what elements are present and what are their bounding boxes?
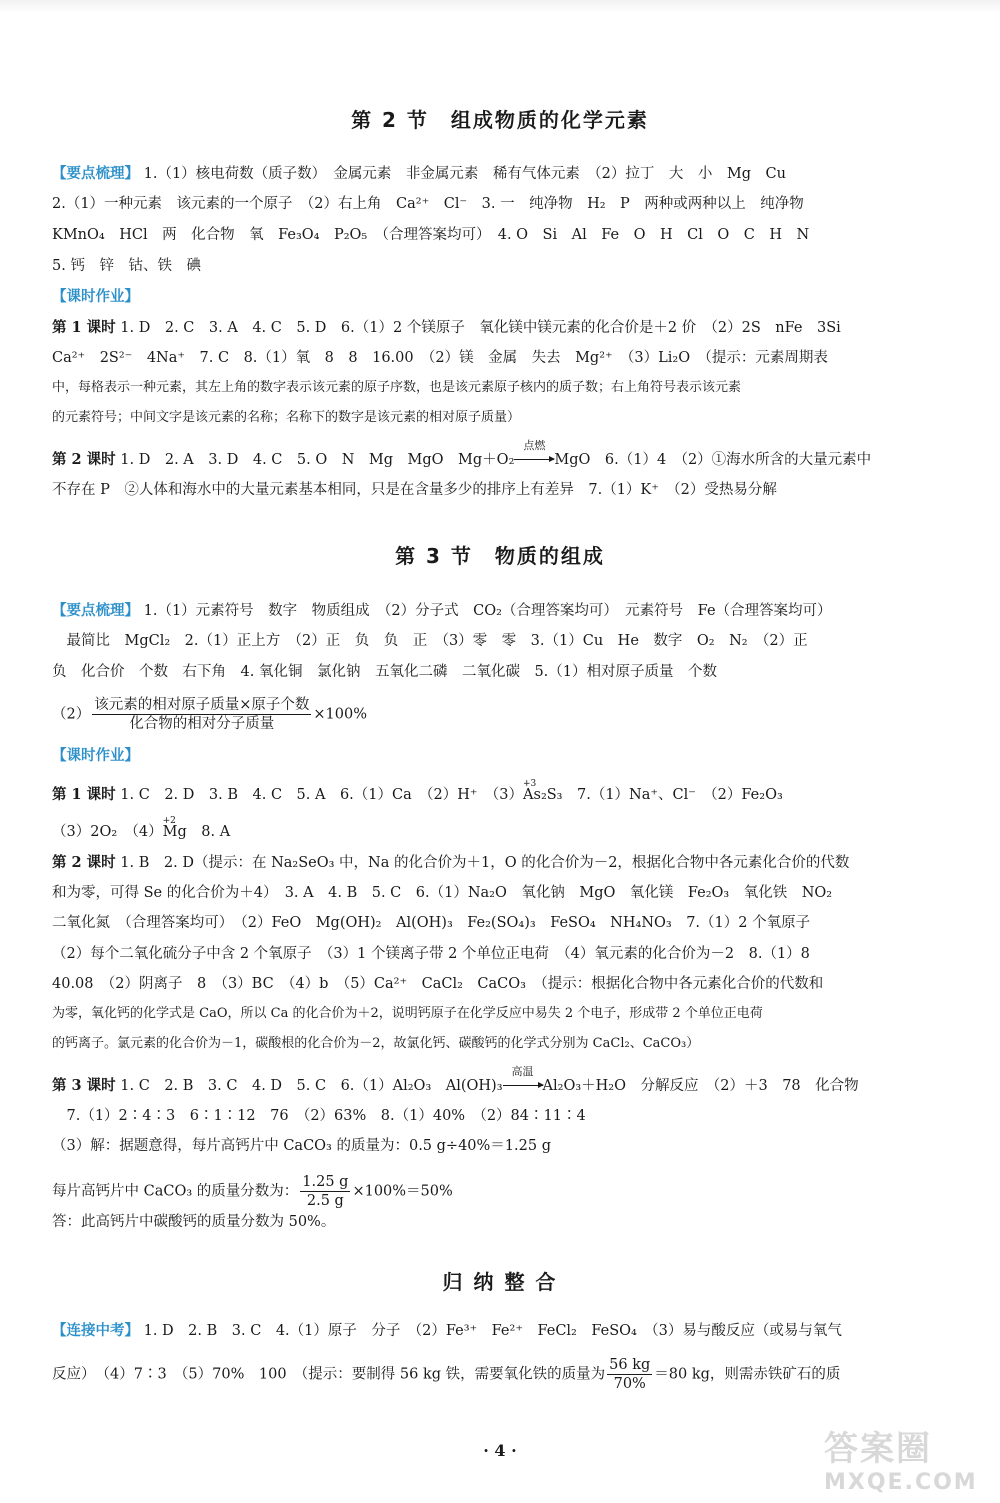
s2-yaodian-line-4: 5. 钙 锌 钴、铁 碘 [52, 258, 201, 274]
s2-k1-line-2: Ca²⁺ 2S²⁻ 4Na⁺ 7. C 8.（1）氧 8 8 16.00 （2）镁 金属 失去 Mg²⁺ （3）Li₂O （提示：元素周期表 [52, 350, 828, 366]
s3-k3-line-4: 每片高钙片中 CaCO₃ 的质量分数为： $\frac{1.25 g}{2.5 g}$ ×100%＝50% [52, 1174, 453, 1209]
s3-k2-line-1: 第 2 课时 1. B 2. D（提示：在 Na₂SeO₃ 中，Na 的化合价为＋1，O 的化合价为－2，根据化合物中各元素化合价的代数 [52, 854, 850, 871]
s3-k2-line-2: 和为零，可得 Se 的化合价为＋4） 3. A 4. B 5. C 6.（1）Na₂O 氧化钠 MgO 氧化镁 Fe₂O₃ 氧化铁 NO₂ [52, 885, 833, 901]
s3-k3-line-1: 第 3 课时 1. C 2. B 3. C 4. D 5. C 6.（1）Al₂O₃ Al(OH)₃ 高温 Al₂O₃＋H₂O 分解反应 （2）＋3 78 化合物 [52, 1065, 859, 1094]
label-lesson-3: 第 3 课时 [52, 1077, 116, 1094]
scan-top-edge [0, 0, 1000, 14]
s2-yaodian-line-2: 2.（1）一种元素 该元素的一个原子 （2）右上角 Ca²⁺ Cl⁻ 3. 一 纯净物 H₂ P 两种或两种以上 纯净物 [52, 196, 804, 212]
oxidation-state-as: +3 As [523, 779, 541, 803]
label-lesson-2b: 第 2 课时 [52, 854, 116, 871]
s3-yaodian-line-3: 负 化合价 个数 右下角 4. 氧化铜 氯化钠 五氧化二磷 二氧化碳 5.（1）相对原子质量 个数 [52, 664, 717, 680]
s4-lianjie-line-2: 反应） （4）7∶3 （5）70% 100 （提示：要制得 56 kg 铁，需要氧化铁的质量为 $\frac{56 kg}{70\%}$ ＝80 kg，则需赤铁矿石的质 [52, 1357, 841, 1392]
s2-k2-line-2: 不存在 P ②人体和海水中的大量元素基本相同，只是在含量多少的排序上有差异 7.（1）K⁺ （2）受热易分解 [52, 482, 777, 498]
s2-k1-line-1: 第 1 课时 1. D 2. C 3. A 4. C 5. D 6.（1）2 个镁原子 氧化镁中镁元素的化合价是＋2 价 （2）2S nFe 3Si [52, 319, 841, 336]
s3-k3-line-2: 7.（1）2∶4∶3 6∶1∶12 76 （2）63% 8.（1）40% （2）84∶11∶4 [52, 1108, 586, 1124]
reaction-arrow-high-temp: 高温 [503, 1076, 543, 1096]
tag-keshi: 【课时作业】 [52, 289, 139, 305]
s3-keshi-tag: 【课时作业】 [52, 748, 139, 764]
s2-yaodian-line-1: 【要点梳理】 1.（1）核电荷数（质子数） 金属元素 非金属元素 稀有气体元素 （2）拉丁 大 小 Mg Cu [52, 166, 786, 182]
section-2-title: 第 2 节 组成物质的化学元素 [351, 108, 649, 132]
s2-k1-line-3: 中，每格表示一种元素，其左上角的数字表示该元素的原子序数，也是该元素原子核内的质子数；右上角符号表示该元素 [52, 380, 742, 395]
s3-k1-line-2: （3）2O₂ （4） +2 Mg 8. A [52, 816, 231, 840]
s4-lianjie-line-1: 【连接中考】 1. D 2. B 3. C 4.（1）原子 分子 （2）Fe³⁺ Fe²⁺ FeCl₂ FeSO₄ （3）易与酸反应（或易与氧气 [52, 1323, 842, 1339]
s2-k1-line-4: 的元素符号；中间文字是该元素的名称；名称下的数字是该元素的相对原子质量） [52, 410, 521, 425]
iron-oxide-fraction: $\frac{56 kg}{70\%}$ [609, 1357, 651, 1392]
s3-yaodian-line-2: 最简比 MgCl₂ 2.（1）正上方 （2）正 负 负 正 （3）零 零 3.（1）Cu He 数字 O₂ N₂ （2）正 [52, 633, 808, 649]
s3-yaodian-line-1: 【要点梳理】 1.（1）元素符号 数字 物质组成 （2）分子式 CO₂（合理答案均可） 元素符号 Fe（合理答案均可） [52, 603, 832, 619]
s3-k3-line-5: 答：此高钙片中碳酸钙的质量分数为 50%。 [52, 1214, 336, 1230]
reaction-arrow-ignite: 点燃 [514, 450, 554, 470]
s3-k2-line-7: 的钙离子。氯元素的化合价为－1，碳酸根的化合价为－2，故氯化钙、碳酸钙的化学式分别为 CaCl₂、CaCO₃） [52, 1036, 700, 1051]
mass-fraction-formula: $\frac{\text{该元素的相对原子质量×原子个数}}{\text{化合物的相对分子质量}}$ [94, 697, 310, 732]
calcium-fraction: $\frac{1.25 g}{2.5 g}$ [302, 1174, 349, 1209]
s3-k2-line-5: 40.08 （2）阴离子 8 （3）BC （4）b （5）Ca²⁺ CaCl₂ CaCO₃ （提示：根据化合物中各元素化合价的代数和 [52, 976, 824, 992]
page-number: · 4 · [483, 1441, 517, 1460]
s3-k1-line-1: 第 1 课时 1. C 2. D 3. B 4. C 5. A 6.（1）Ca （2）H⁺ （3） +3 As₂S₃ 7.（1）Na⁺、Cl⁻ （2）Fe₂O₃ [52, 779, 783, 803]
s3-yaodian-line-4: （2） $\frac{\text{该元素的相对原子质量×原子个数}}{\text{化合物的相对分子质量}}$ ×100% [52, 697, 367, 732]
tag-yaodian: 【要点梳理】 [52, 166, 139, 182]
s2-k2-line-1: 第 2 课时 1. D 2. A 3. D 4. C 5. O N Mg MgO Mg＋O₂ 点燃 MgO 6.（1）4 （2）①海水所含的大量元素中 [52, 439, 872, 468]
oxidation-state-mg: +2 Mg [162, 816, 187, 840]
label-lesson-2: 第 2 课时 [52, 451, 116, 468]
s3-k2-line-6: 为零，氧化钙的化学式是 CaO，所以 Ca 的化合价为＋2，说明钙原子在化学反应中易失 2 个电子，形成带 2 个单位正电荷 [52, 1006, 763, 1021]
s3-k2-line-4: （2）每个二氧化硫分子中含 2 个氧原子 （3）1 个镁离子带 2 个单位正电荷 （4）氧元素的化合价为－2 8.（1）8 [52, 946, 810, 962]
s3-k2-line-3: 二氧化氮 （合理答案均可） （2）FeO Mg(OH)₂ Al(OH)₃ Fe₂(SO₄)₃ FeSO₄ NH₄NO₃ 7.（1）2 个氧原子 [52, 915, 811, 931]
s3-k3-line-3: （3）解：据题意得，每片高钙片中 CaCO₃ 的质量为：0.5 g÷40%＝1.25 g [52, 1138, 551, 1154]
label-lesson-1: 第 1 课时 [52, 319, 116, 336]
tag-lianjie: 【连接中考】 [52, 1323, 139, 1339]
s2-yaodian-line-3: KMnO₄ HCl 两 化合物 氧 Fe₃O₄ P₂O₅ （合理答案均可） 4. O Si Al Fe O H Cl O C H N [52, 227, 810, 243]
section-4-title: 归 纳 整 合 [442, 1270, 558, 1294]
s2-keshi-tag [52, 287, 952, 307]
site-watermark: 答案圈 MXQE.COM [824, 1429, 978, 1495]
section-3-title: 第 3 节 物质的组成 [395, 544, 605, 568]
